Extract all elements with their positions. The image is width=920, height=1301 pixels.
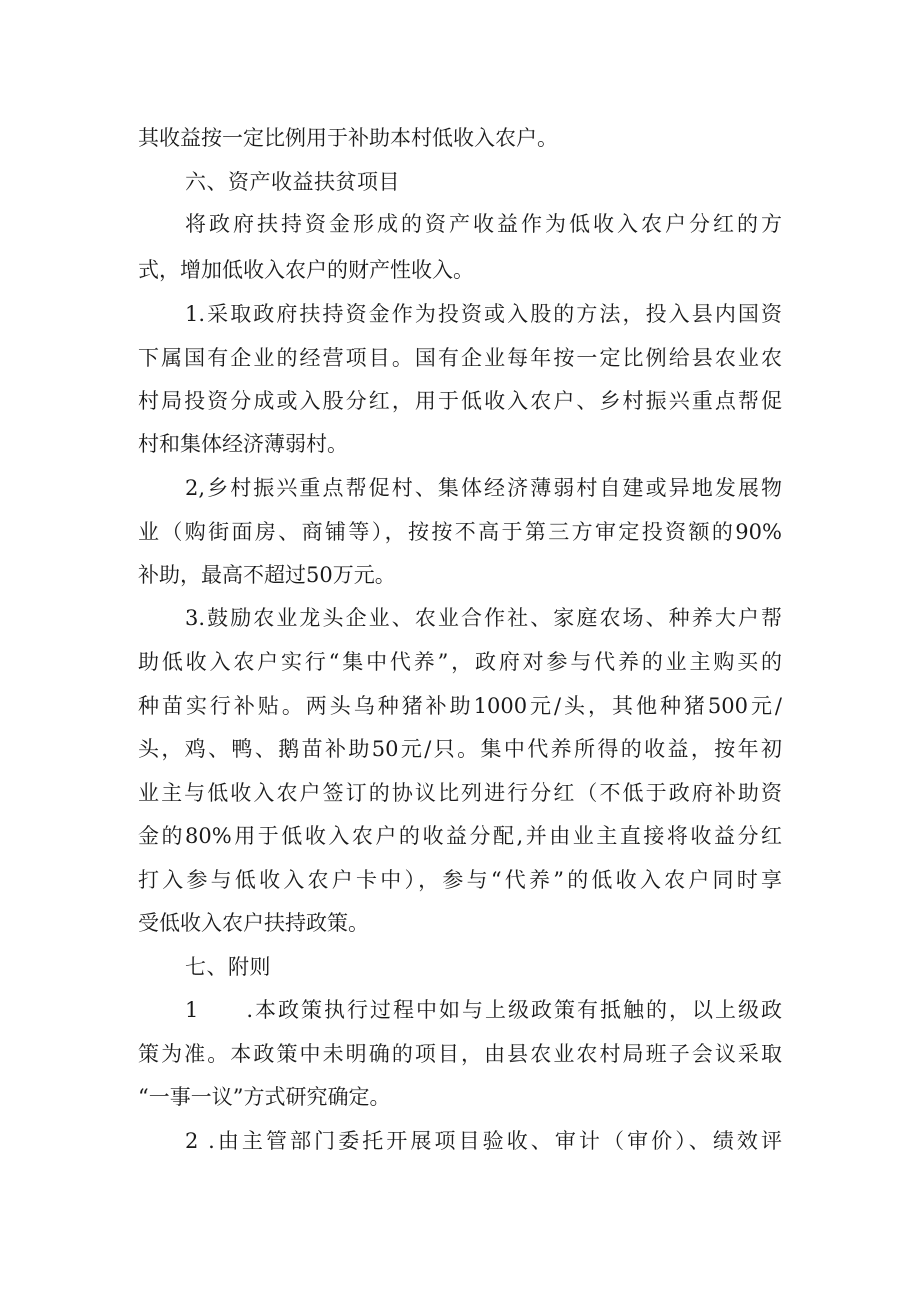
- paragraph-line: 1 .本政策执行过程中如与上级政策有抵触的，以上级政: [185, 998, 782, 1022]
- paragraph-line: 式，增加低收入农户的财产性收入。: [138, 258, 474, 282]
- paragraph-line: 1.采取政府扶持资金作为投资或入股的方法，投入县内国资: [185, 302, 782, 326]
- paragraph-line: 业主与低收入农户签订的协议比列进行分红（不低于政府补助资: [138, 781, 782, 805]
- paragraph-line: 种苗实行补贴。两头乌种猪补助1000元/头，其他种猪500元/: [138, 694, 782, 718]
- paragraph-line: 其收益按一定比例用于补助本村低收入农户。: [138, 126, 558, 150]
- paragraph-line: 受低收入农户扶持政策。: [138, 911, 369, 935]
- paragraph-line: 补助，最高不超过50万元。: [138, 563, 396, 587]
- paragraph-line: 村局投资分成或入股分红，用于低收入农户、乡村振兴重点帮促: [138, 389, 782, 413]
- paragraph-line: 打入参与低收入农户卡中），参与“代养”的低收入农户同时享: [138, 868, 782, 892]
- paragraph-line: 3.鼓励农业龙头企业、农业合作社、家庭农场、种养大户帮: [185, 606, 782, 630]
- paragraph-line: “一事一议”方式研究确定。: [138, 1085, 391, 1109]
- paragraph-line: 金的80%用于低收入农户的收益分配,并由业主直接将收益分红: [138, 824, 782, 848]
- paragraph-line: 助低收入农户实行“集中代养”，政府对参与代养的业主购买的: [138, 650, 782, 674]
- section-heading-7: 七、附则: [185, 955, 271, 979]
- paragraph-line: 将政府扶持资金形成的资产收益作为低收入农户分红的方: [185, 212, 782, 236]
- paragraph-line: 2,乡村振兴重点帮促村、集体经济薄弱村自建或异地发展物: [185, 476, 782, 500]
- paragraph-line: 策为准。本政策中未明确的项目，由县农业农村局班子会议采取: [138, 1042, 782, 1066]
- paragraph-line: 下属国有企业的经营项目。国有企业每年按一定比例给县农业农: [138, 346, 782, 370]
- paragraph-line: 头，鸡、鸭、鹅苗补助50元/只。集中代养所得的收益，按年初: [138, 737, 782, 761]
- paragraph-line: 村和集体经济薄弱村。: [138, 432, 348, 456]
- section-heading-6: 六、资产收益扶贫项目: [185, 170, 400, 194]
- paragraph-line: 业（购街面房、商铺等），按按不高于第三方审定投资额的90%: [138, 520, 782, 544]
- paragraph-line: 2 .由主管部门委托开展项目验收、审计（审价）、绩效评: [185, 1129, 782, 1153]
